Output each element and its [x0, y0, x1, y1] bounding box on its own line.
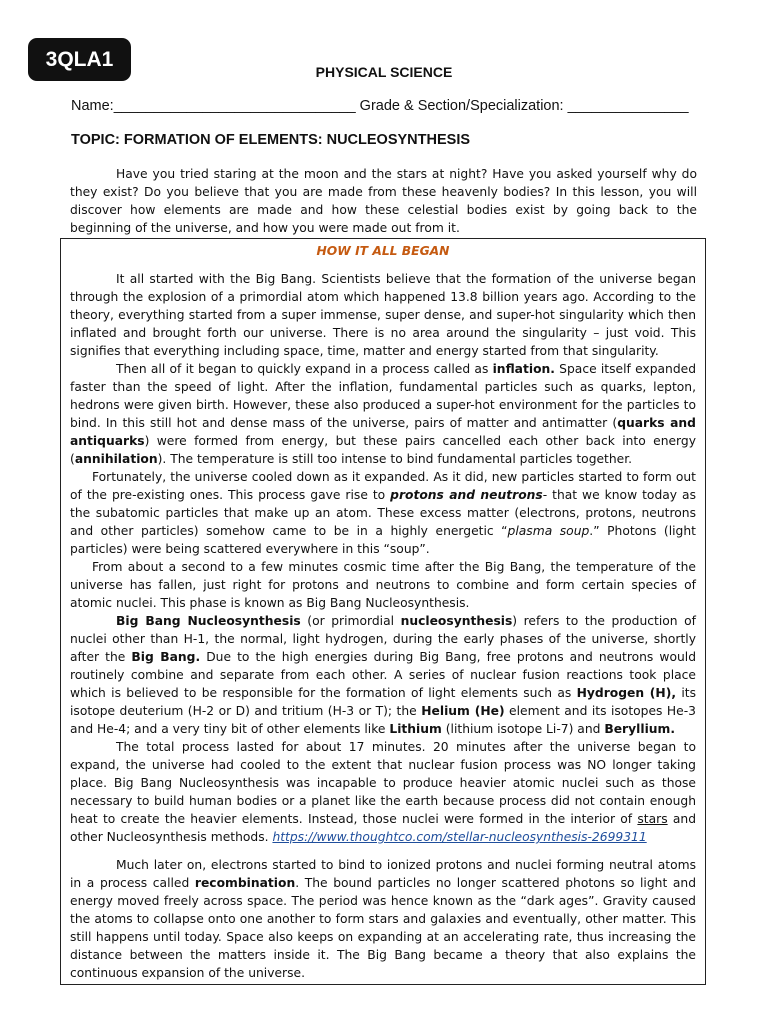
subject-title: PHYSICAL SCIENCE — [315, 64, 453, 80]
paragraph-bbn: Big Bang Nucleosynthesis (or primordial nucleosynthesis) refers to the production of nuclei other than H-1, the normal, light hydrogen, during the early phases of the universe, shortly after the Big Bang. Due to the high energies during Big Bang, free protons and neutrons would routinely combine and separate from each other. A series of nuclear fusion reactions took place which is believed to be responsible for the formation of light elements such as Hydrogen (H), its isotope deuterium (H-2 or D) and tritium (H-3 or T); the Helium (He) element and its isotopes He-3 and He-4; and a very tiny bit of other elements like Lithium (lithium isotope Li-7) and Beryllium. — [70, 614, 696, 736]
term-helium: Helium (He) — [421, 704, 505, 718]
paragraph-big-bang: It all started with the Big Bang. Scientists believe that the formation of the universe began through the explosion of a primordial atom which happened 13.8 billion years ago. According to the theory, everything started from a super immense, super dense, and super-hot singularity which then inflated and brought forth our universe. There is no area around the singularity – just void. This signifies that everything including space, time, matter and energy started from that singularity. — [70, 272, 696, 358]
paragraph-recombination: Much later on, electrons started to bind to ionized protons and nuclei forming neutral atoms in a process called recombination. The bound particles no longer scattered photons so light and energy moved freely across space. The period was hence known as the “dark ages”. Gravity caused the atoms to collapse onto one another to form stars and galaxies and eventually, other matter. This still happens until today. Space also keeps on expanding at an accelerating rate, thus increasing the distance between the matters inside it. The Big Bang became a theory that also explains the continuous expansion of the universe. — [70, 858, 696, 980]
paragraph-cooling: Fortunately, the universe cooled down as it expanded. As it did, new particles started to form out of the pre-existing ones. This process gave rise to protons and neutrons- that we know today as the subatomic particles that make up an atom. These excess matter (electrons, protons, neutrons and other particles) somehow came to be in a highly energetic “plasma soup.” Photons (light particles) were being scattered everywhere in this “soup”. — [70, 470, 696, 556]
term-annihilation: annihilation — [74, 452, 158, 466]
paragraph-nucleosynthesis-phase: From about a second to a few minutes cosmic time after the Big Bang, the temperature of the universe has fallen, just right for protons and neutrons to combine and form certain species of atomic nuclei. This phase is known as Big Bang Nucleosynthesis. — [70, 560, 696, 610]
term-plasma-soup: plasma soup — [507, 524, 590, 538]
term-beryllium: Beryllium. — [604, 722, 676, 736]
name-grade-line: Name:______________________________ Grade & Section/Specialization: _______________ — [71, 98, 689, 114]
term-stars: stars — [637, 812, 668, 826]
box-content — [70, 270, 696, 982]
reading-box — [60, 238, 706, 985]
term-recombination: recombination — [194, 876, 296, 890]
source-link[interactable]: https://www.thoughtco.com/stellar-nucleosynthesis-2699311 — [272, 830, 647, 844]
paragraph-total-process: The total process lasted for about 17 minutes. 20 minutes after the universe began to expand, the universe had cooled to the extent that nuclear fusion process was NO longer taking place. Big Bang Nucleosynthesis was incapable to produce heavier atomic nuclei such as those necessary to build human bodies or a planet like the earth because process did not contain enough heat to create the heavier elements. Instead, those nuclei were formed in the interior of stars and other Nucleosynthesis methods. https://www.thoughtco.com/stellar-nucleosynthesis-2699311 — [70, 740, 697, 844]
intro-paragraph: Have you tried staring at the moon and the stars at night? Have you asked yourself why do they exist? Do you believe that you are made from these heavenly bodies? In this lesson, you will discover how elements are made and how these celestial bodies exist by going back to the beginning of the universe, and how you were made out from it. — [70, 167, 697, 236]
term-hydrogen: Hydrogen (H), — [576, 686, 677, 700]
term-lithium: Lithium — [389, 722, 442, 736]
term-inflation: inflation. — [492, 362, 555, 376]
term-quarks: quarks and antiquarks — [70, 416, 696, 448]
term-bbn: Big Bang Nucleosynthesis — [116, 614, 301, 628]
topic-heading: TOPIC: FORMATION OF ELEMENTS: NUCLEOSYNTHESIS — [71, 132, 471, 148]
term-protons-neutrons: protons and neutrons — [390, 488, 543, 502]
module-code-text: 3QLA1 — [45, 47, 114, 71]
box-title: HOW IT ALL BEGAN — [316, 244, 450, 258]
paragraph-inflation: Then all of it began to quickly expand in a process called as inflation. Space itself expanded faster than the speed of light. After the inflation, fundamental particles such as quarks, lepton, hedrons were given birth. However, these also produced a super-hot environment for the particles to bind. In this still hot and dense mass of the universe, pairs of matter and antimatter (quarks and antiquarks) were formed from energy, but these pairs cancelled each other back into energy (annihilation). The temperature is still too intense to bind fundamental particles together. — [70, 362, 697, 466]
